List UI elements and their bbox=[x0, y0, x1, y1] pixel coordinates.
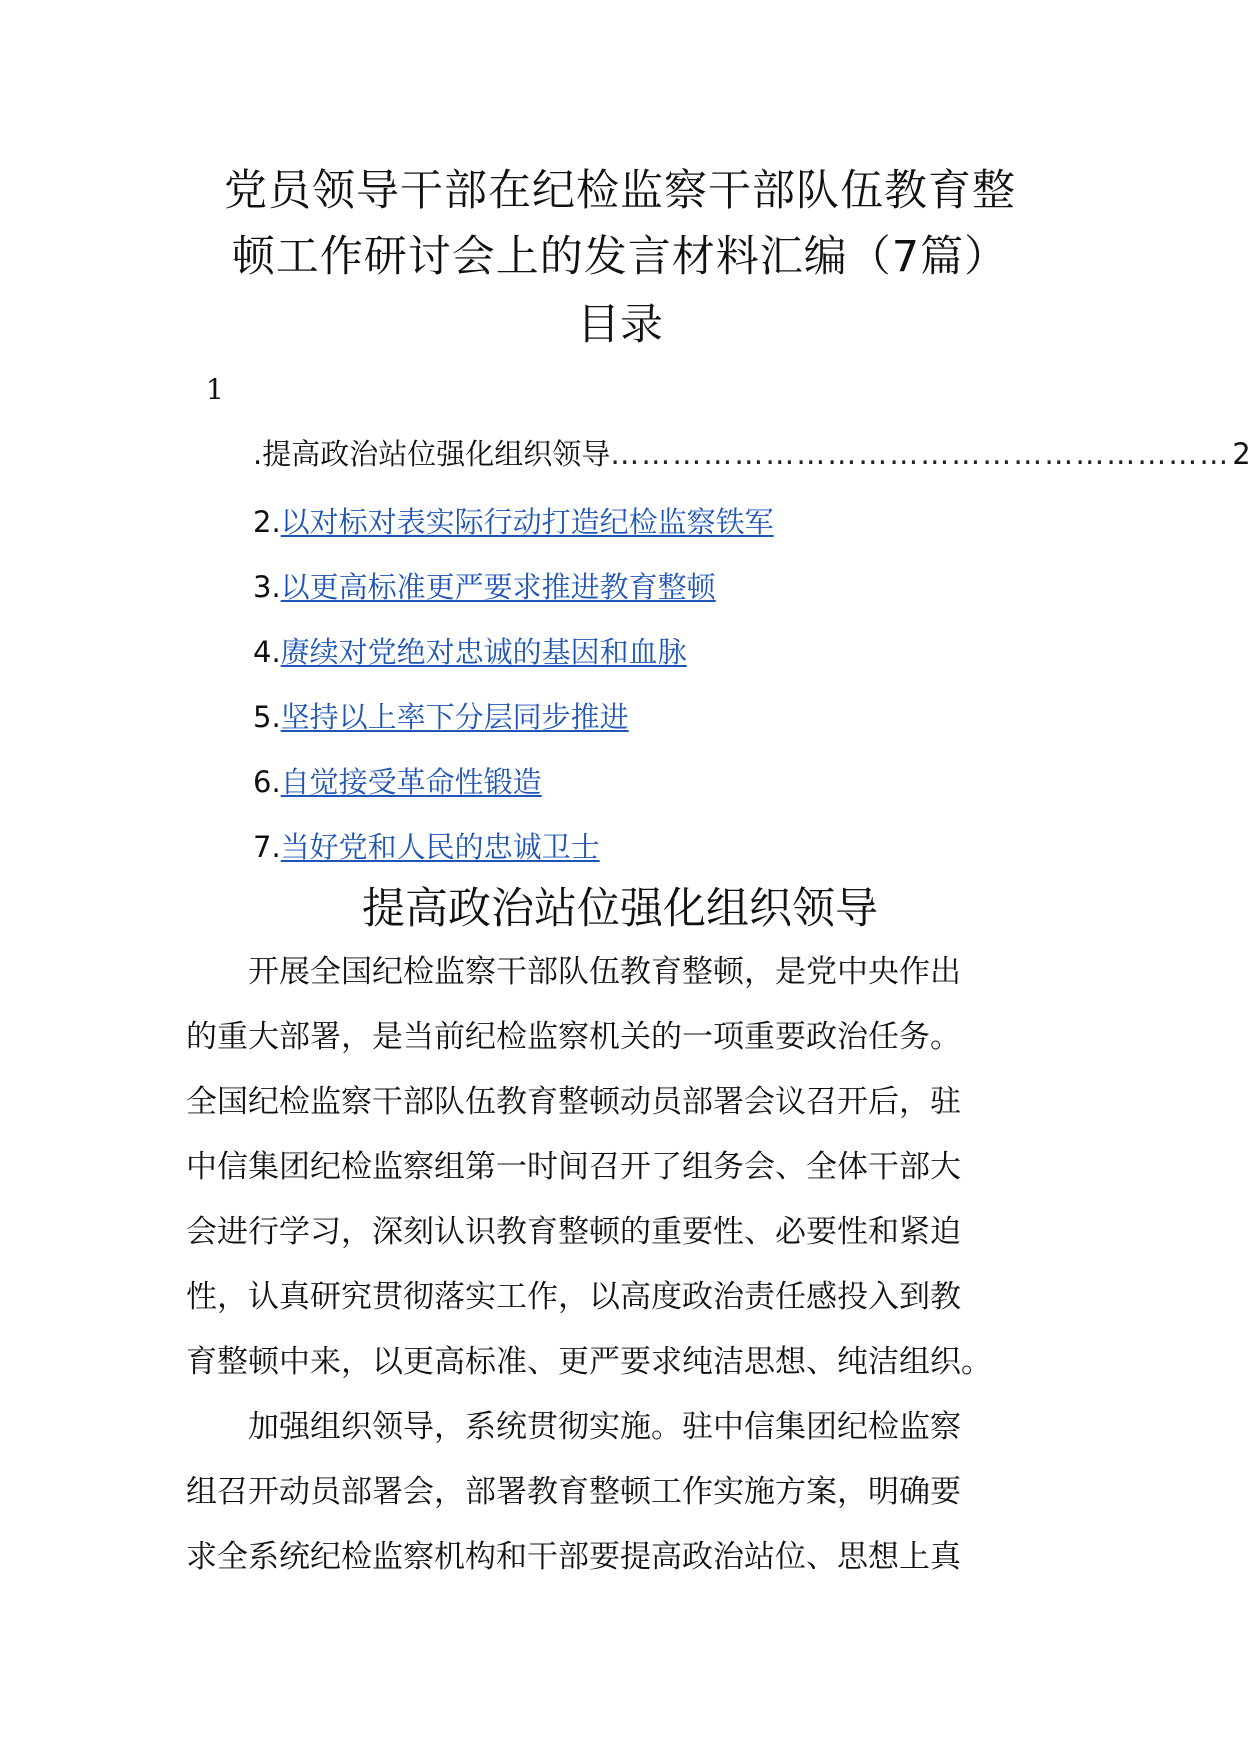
body-paragraph-1 bbox=[186, 940, 1050, 1395]
toc-link[interactable]: 坚持以上率下分层同步推进 bbox=[280, 700, 629, 734]
toc-entry bbox=[253, 750, 1053, 815]
toc-entry-number: 6. bbox=[253, 765, 281, 799]
paragraph-line: 开展全国纪检监察干部队伍教育整顿，是党中央作出 bbox=[248, 954, 961, 990]
paragraph-line: 会进行学习，深刻认识教育整顿的重要性、必要性和紧迫 bbox=[186, 1214, 961, 1250]
toc-link[interactable]: 赓续对党绝对忠诚的基因和血脉 bbox=[280, 635, 687, 669]
toc-list bbox=[253, 490, 1053, 880]
toc-entry bbox=[253, 555, 1053, 620]
body-paragraph-2 bbox=[186, 1395, 1050, 1590]
toc-entry-number: 5. bbox=[253, 700, 281, 734]
toc-entry-1-label: .提高政治站位强化组织领导 bbox=[253, 437, 611, 471]
toc-entry-number: 2. bbox=[253, 505, 281, 539]
toc-entry bbox=[253, 685, 1053, 750]
toc-stray-number: 1 bbox=[206, 373, 224, 406]
toc-link[interactable]: 以对标对表实际行动打造纪检监察铁军 bbox=[280, 505, 774, 539]
document-title-line-1: 党员领导干部在纪检监察干部队伍教育整 bbox=[224, 166, 1016, 216]
paragraph-line: 的重大部署，是当前纪检监察机关的一项重要政治任务。 bbox=[186, 1019, 961, 1055]
paragraph-line: 中信集团纪检监察组第一时间召开了组务会、全体干部大 bbox=[186, 1149, 961, 1185]
toc-entry bbox=[253, 815, 1053, 880]
paragraph-line: 求全系统纪检监察机构和干部要提高政治站位、思想上真 bbox=[186, 1539, 961, 1575]
toc-link[interactable]: 当好党和人民的忠诚卫士 bbox=[280, 830, 600, 864]
toc-link[interactable]: 自觉接受革命性锻造 bbox=[280, 765, 542, 799]
paragraph-line: 性，认真研究贯彻落实工作，以高度政治责任感投入到教 bbox=[186, 1279, 961, 1315]
toc-entry-1[interactable] bbox=[253, 428, 1251, 480]
toc-entry-1-page: 2 bbox=[1232, 437, 1251, 471]
document-title-line-2: 顿工作研讨会上的发言材料汇编（7篇） bbox=[231, 232, 1009, 282]
paragraph-line: 加强组织领导，系统贯彻实施。驻中信集团纪检监察 bbox=[248, 1409, 961, 1445]
paragraph-line: 育整顿中来，以更高标准、更严要求纯洁思想、纯洁组织。 bbox=[186, 1344, 992, 1380]
paragraph-line: 全国纪检监察干部队伍教育整顿动员部署会议召开后，驻 bbox=[186, 1084, 961, 1120]
toc-entry bbox=[253, 620, 1053, 685]
paragraph-line: 组召开动员部署会，部署教育整顿工作实施方案，明确要 bbox=[186, 1474, 961, 1510]
toc-leader-dots: …………………………………………………… bbox=[610, 437, 1231, 471]
toc-entry bbox=[253, 490, 1053, 555]
toc-heading: 目录 bbox=[577, 300, 663, 350]
document-title bbox=[180, 158, 1060, 290]
toc-link[interactable]: 以更高标准更严要求推进教育整顿 bbox=[280, 570, 716, 604]
toc-entry-number: 4. bbox=[253, 635, 281, 669]
section-title: 提高政治站位强化组织领导 bbox=[362, 884, 878, 934]
toc-entry-number: 3. bbox=[253, 570, 281, 604]
toc-entry-number: 7. bbox=[253, 830, 281, 864]
